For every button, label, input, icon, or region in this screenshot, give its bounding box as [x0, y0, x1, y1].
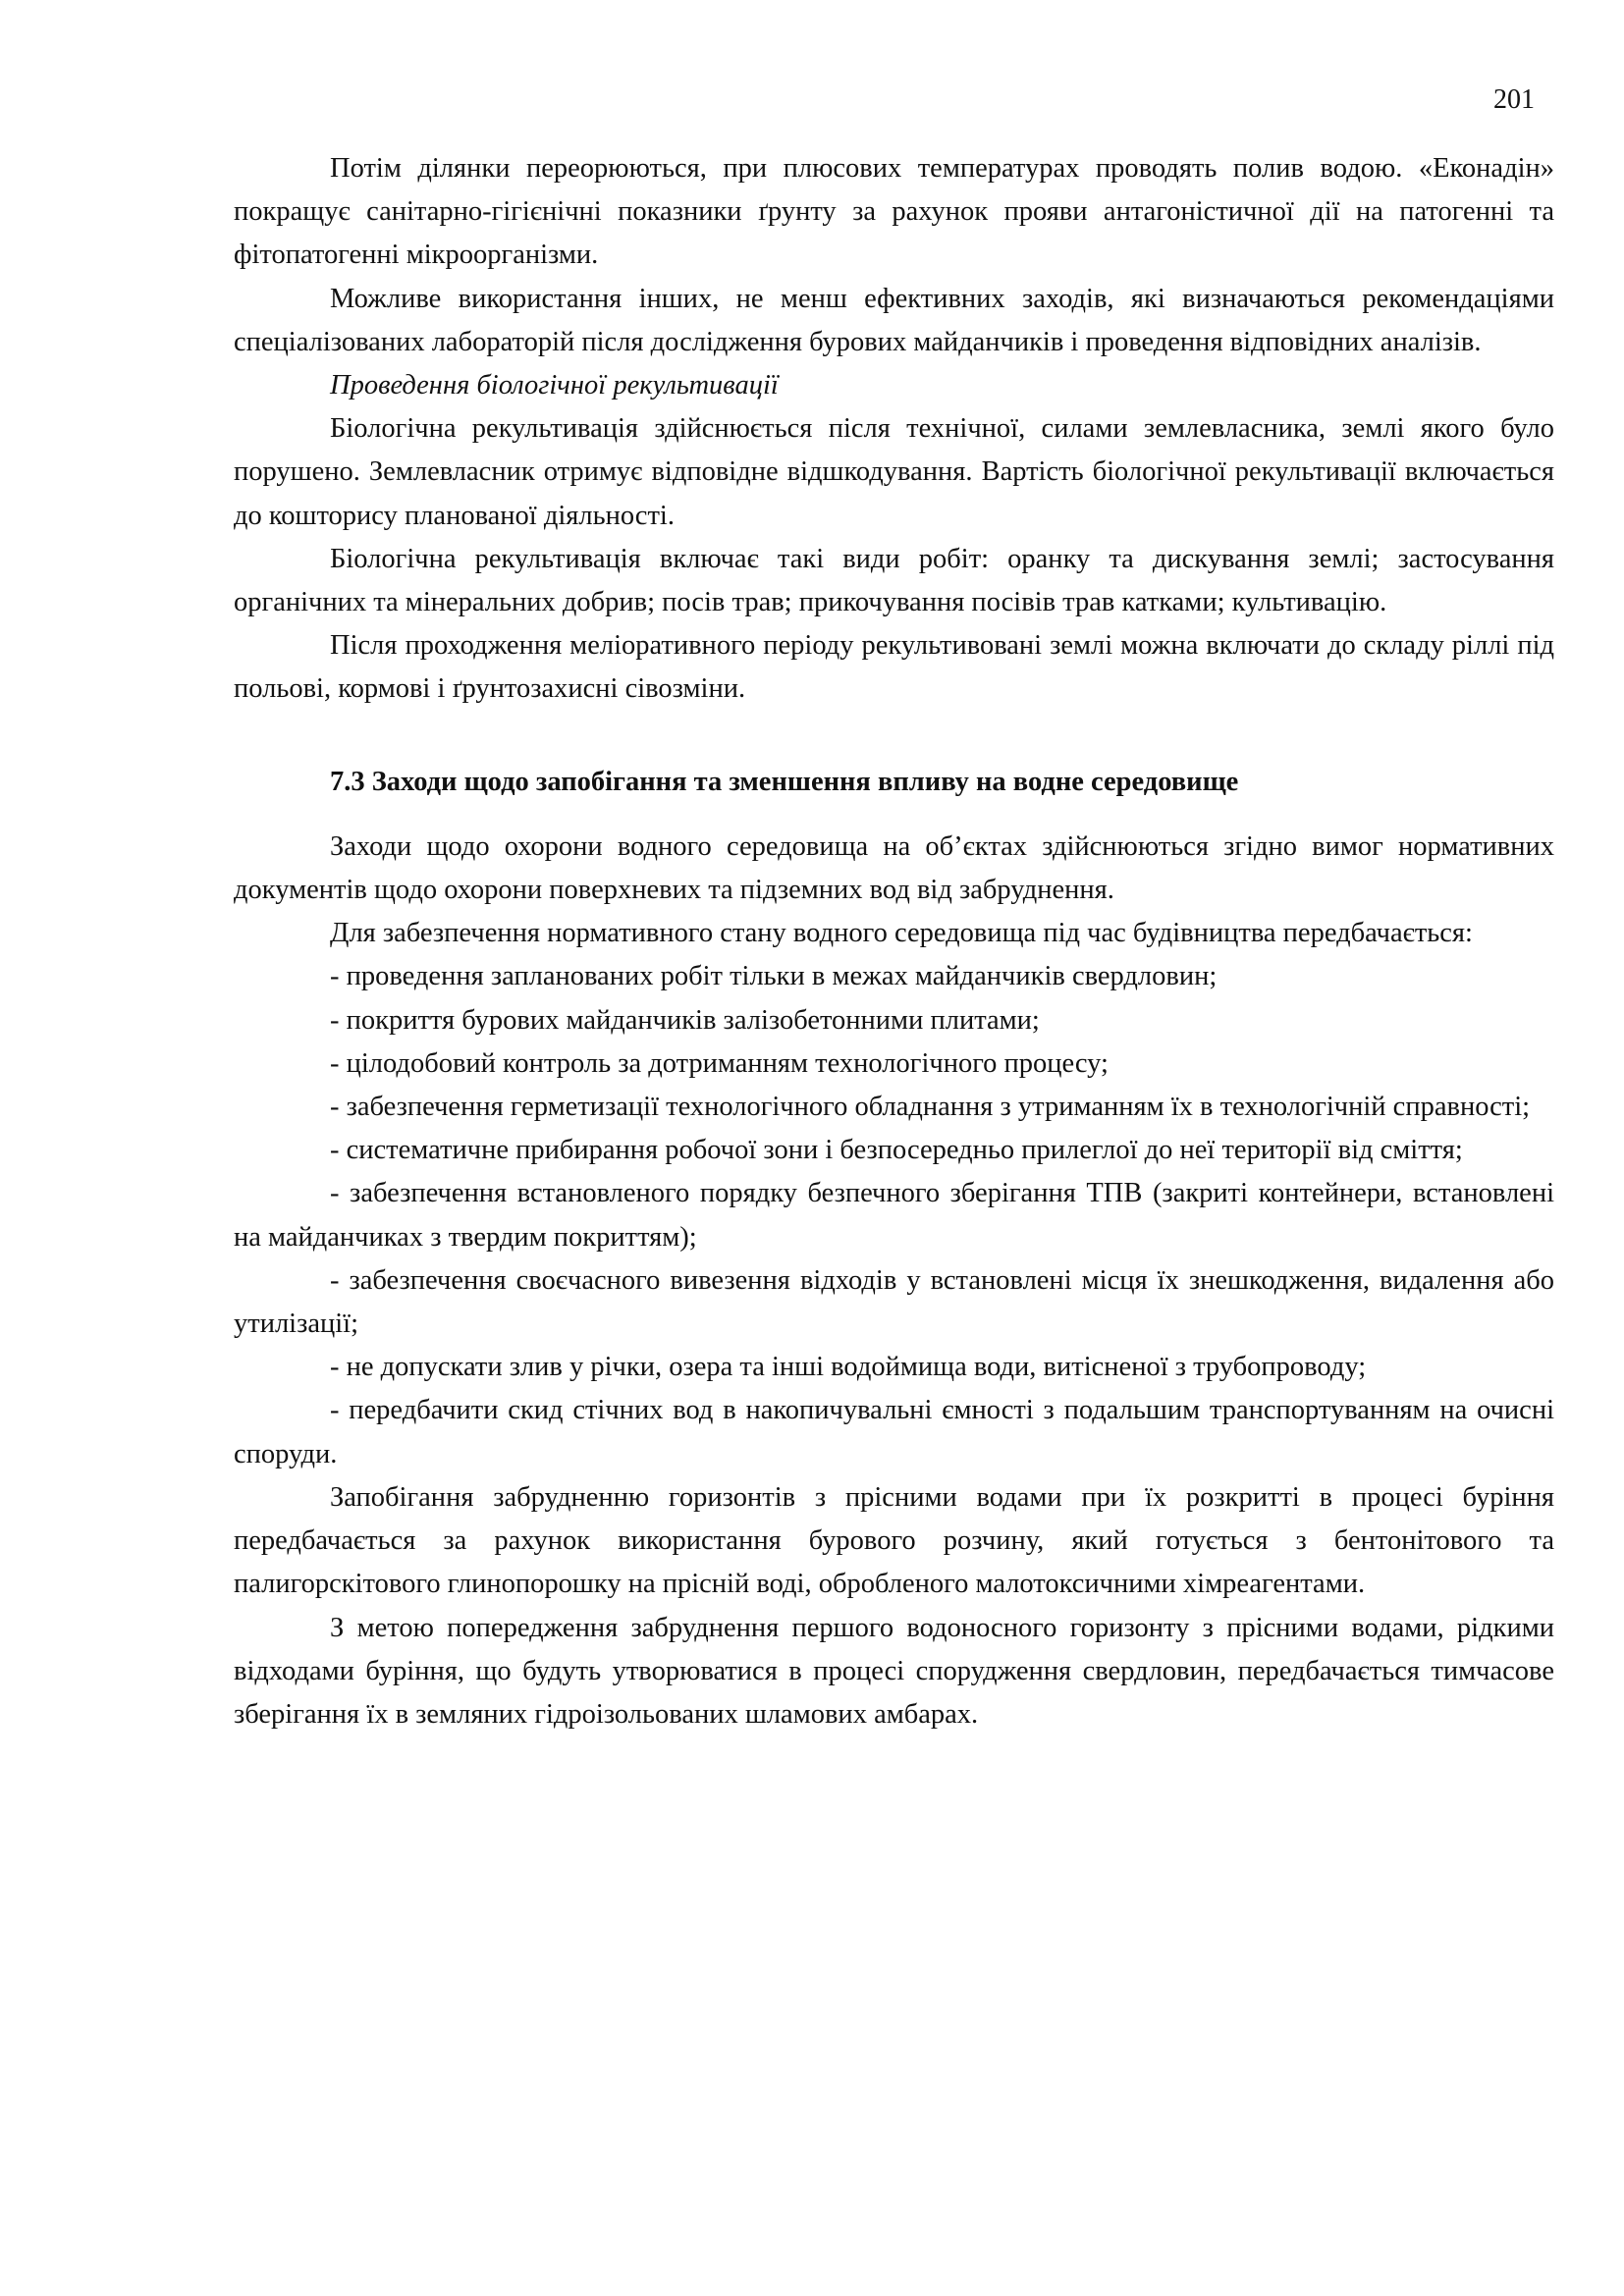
list-item: - забезпечення встановленого порядку безпечного зберігання ТПВ (закриті контейнери, встановлені на майданчиках з твердим покриттям); — [234, 1178, 1554, 1253]
paragraph-contamination-prevention: Запобігання забрудненню горизонтів з прісними водами при їх розкритті в процесі буріння передбачається за рахунок використання бурового розчину, який готується з бентонітового та палигорскітового глинопорошку на прісній воді, обробленого малотоксичними хімреагентами. — [234, 1481, 1554, 1600]
paragraph-reclamation-works: Біологічна рекультивація включає такі види робіт: оранку та дискування землі; застосування органічних та мінеральних добрив; посів трав; прикочування посівів трав катками; культивацію. — [234, 543, 1554, 618]
list-item: - проведення запланованих робіт тільки в межах майданчиків свердловин; — [330, 961, 1218, 992]
paragraph-water-protection: Заходи щодо охорони водного середовища на об’єктах здійснюються згідно вимог нормативних документів щодо охорони поверхневих та підземних вод від забруднення. — [234, 830, 1554, 906]
list-item: - не допускати злив у річки, озера та інші водоймища води, витісненої з трубопроводу; — [330, 1352, 1367, 1383]
subheading-biological-reclamation: Проведення біологічної рекультивації — [330, 370, 779, 401]
list-item: - передбачити скид стічних вод в накопичувальні ємності з подальшим транспортуванням на очисні споруди. — [234, 1395, 1554, 1469]
list-item: - цілодобовий контроль за дотриманням технологічного процесу; — [330, 1047, 1109, 1079]
page-body — [234, 147, 1554, 1736]
list-item: - забезпечення герметизації технологічного обладнання з утриманням їх в технологічній справності; — [330, 1092, 1531, 1123]
paragraph-aquifer-protection: З метою попередження забруднення першого водоносного горизонту з прісними водами, рідкими відходами буріння, що будуть утворюватися в процесі спорудження свердловин, передбачається тимчасове зберігання їх в земляних гідроізольованих шламових амбарах. — [234, 1612, 1554, 1730]
paragraph-provisions-intro: Для забезпечення нормативного стану водного середовища під час будівництва передбачається: — [330, 918, 1473, 949]
page-number: 201 — [1493, 84, 1535, 115]
list-item: - систематичне прибирання робочої зони і безпосередньо прилеглої до неї території від сміття; — [330, 1135, 1463, 1166]
paragraph-after-period: Після проходження меліоративного періоду рекультивовані землі можна включати до складу ріллі під польові, кормові і ґрунтозахисні сівозміни. — [234, 630, 1554, 705]
list-item: - забезпечення своєчасного вивезення відходів у встановлені місця їх знешкодження, видалення або утилізації; — [234, 1264, 1554, 1340]
paragraph-biological-reclamation: Біологічна рекультивація здійснюється після технічної, силами землевласника, землі якого було порушено. Землевласник отримує відповідне відшкодування. Вартість біологічної рекультивації включається до кошторису планованої діяльності. — [234, 413, 1554, 531]
list-item: - покриття бурових майданчиків залізобетонними плитами; — [330, 1004, 1040, 1036]
paragraph-fumigation: Потім ділянки переорюються, при плюсових температурах проводять полив водою. «Еконадін» покращує санітарно-гігієнічні показники ґрунту за рахунок прояви антагоністичної дії на патогенні та фітопатогенні мікроорганізми. — [234, 153, 1554, 271]
paragraph-other-measures: Можливе використання інших, не менш ефективних заходів, які визначаються рекомендаціями спеціалізованих лабораторій після дослідження бурових майданчиків і проведення відповідних аналізів. — [234, 283, 1554, 357]
section-heading: 7.3 Заходи щодо запобігання та зменшення впливу на водне середовище — [330, 766, 1239, 797]
